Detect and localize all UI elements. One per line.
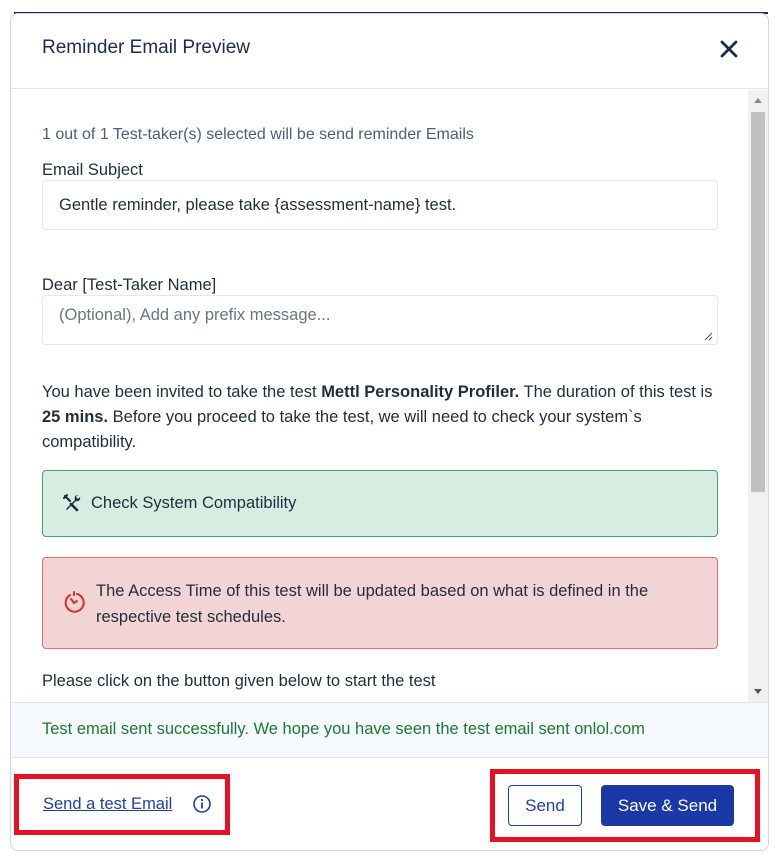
success-message: Test email sent successfully. We hope you have seen the test email sent onlol.com (42, 720, 645, 738)
success-status-bar (11, 702, 769, 758)
subject-label: Email Subject (42, 161, 143, 179)
subject-input[interactable] (42, 180, 718, 230)
send-test-email-link[interactable]: Send a test Email (43, 795, 173, 813)
scroll-up-arrow-icon[interactable] (754, 98, 762, 103)
test-name: Mettl Personality Profiler. (321, 383, 520, 401)
check-system-compatibility-button[interactable] (42, 470, 718, 537)
click-below-text: Please click on the button given below to start the test (42, 672, 436, 690)
close-button[interactable] (718, 38, 740, 60)
info-icon[interactable] (192, 794, 212, 814)
scrollbar-thumb[interactable] (751, 112, 765, 492)
compat-label: Check System Compatibility (91, 494, 297, 512)
access-time-text: The Access Time of this test will be updated based on what is defined in the respective test schedules. (96, 582, 649, 626)
tools-icon (62, 493, 82, 513)
modal-header (11, 14, 768, 89)
body-suffix: Before you proceed to take the test, we will need to check your system`s compatibility. (42, 408, 642, 451)
modal-footer (11, 758, 769, 851)
scroll-down-arrow-icon[interactable] (754, 689, 762, 694)
resize-grip-icon[interactable] (704, 332, 713, 341)
send-button[interactable]: Send (508, 785, 582, 826)
body-mid: The duration of this test is (519, 383, 713, 401)
invitation-body (42, 380, 722, 455)
selected-count-info: 1 out of 1 Test-taker(s) selected will be send reminder Emails (42, 126, 474, 143)
prefix-message-textarea[interactable] (42, 295, 718, 345)
reminder-email-modal (10, 13, 769, 851)
test-duration: 25 mins. (42, 408, 109, 426)
email-preview-scroll-area[interactable] (11, 90, 769, 702)
vertical-scrollbar[interactable] (748, 90, 768, 702)
modal-title: Reminder Email Preview (42, 37, 251, 58)
close-icon (718, 38, 740, 60)
greeting-label: Dear [Test-Taker Name] (42, 276, 217, 294)
body-prefix: You have been invited to take the test (42, 383, 322, 401)
access-time-alert (42, 557, 718, 649)
save-and-send-button[interactable]: Save & Send (601, 785, 734, 826)
timer-icon (62, 590, 86, 614)
